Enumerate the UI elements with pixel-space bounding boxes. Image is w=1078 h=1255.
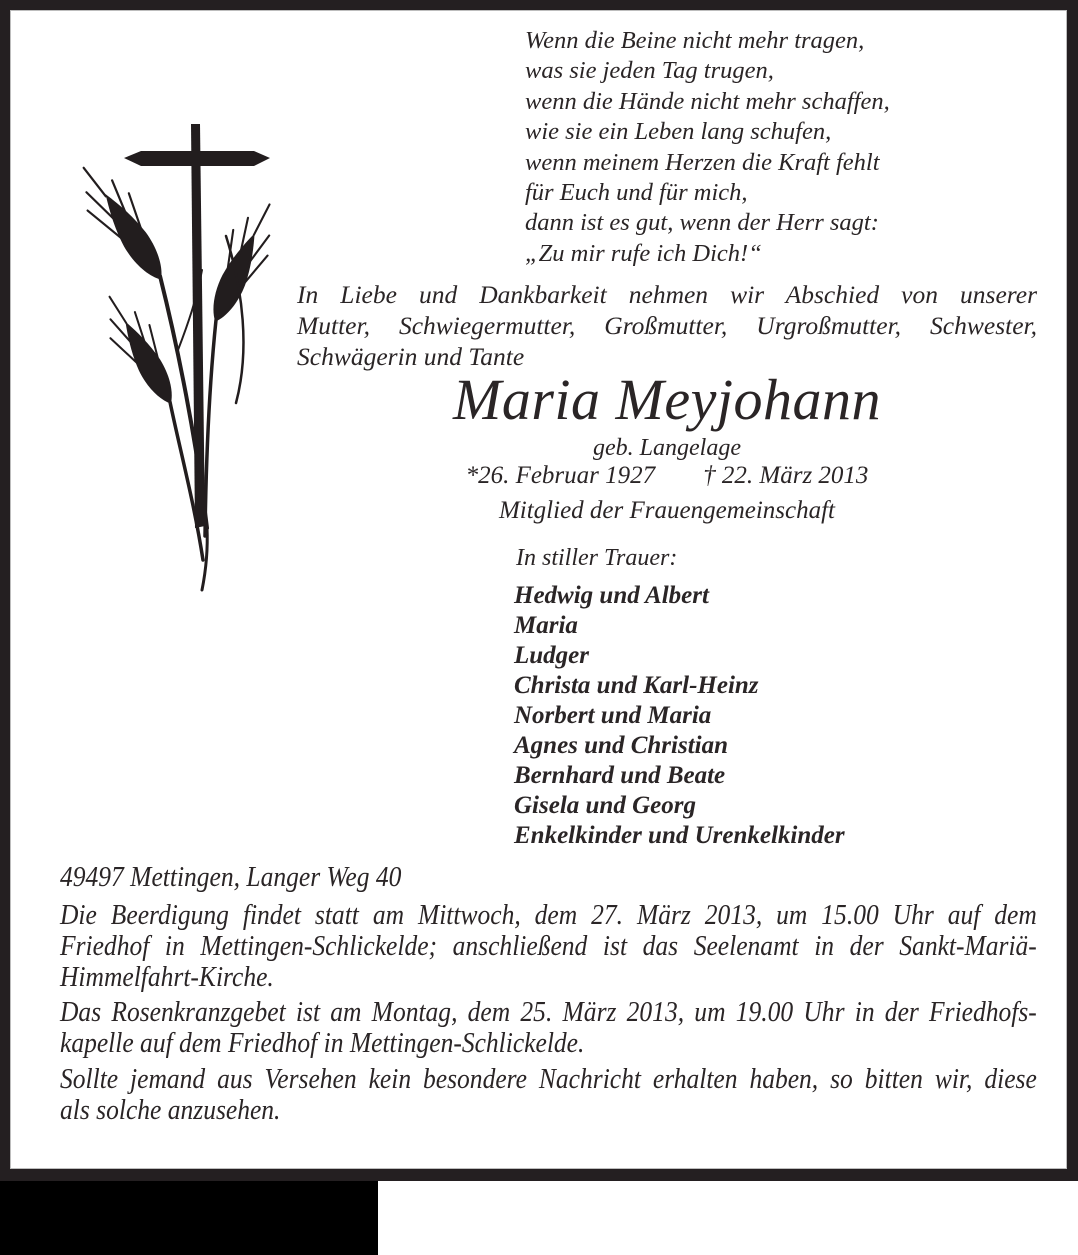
mourner-name: Hedwig und Albert	[514, 582, 709, 609]
funeral-paragraph-line: Friedhof in Mettingen-Schlickelde; anschließend ist das Seelenamt in der Sankt-Mariä-	[60, 930, 1037, 962]
notification-note-line: als solche anzusehen.	[60, 1094, 281, 1126]
mourning-label: In stiller Trauer:	[516, 545, 678, 571]
funeral-paragraph	[60, 900, 1037, 993]
funeral-paragraph-line: Himmelfahrt-Kirche.	[60, 961, 274, 993]
rosary-paragraph-line: Das Rosenkranzgebet ist am Montag, dem 25. März 2013, um 19.00 Uhr in der Friedhofs-	[60, 996, 1037, 1028]
mourners-list	[514, 581, 845, 851]
notification-note	[60, 1064, 1037, 1126]
membership-note: Mitglied der Frauengemeinschaft	[498, 497, 836, 524]
poem-line: „Zu mir rufe ich Dich!“	[525, 239, 762, 267]
poem-line: dann ist es gut, wenn der Herr sagt:	[525, 209, 879, 237]
notification-note-line: Sollte jemand aus Versehen kein besondere Nachricht erhalten haben, so bitten wir, diese	[60, 1063, 1037, 1095]
poem-line: wie sie ein Leben lang schufen,	[525, 118, 832, 146]
mourner-name: Gisela und Georg	[514, 792, 696, 819]
mourner-name: Ludger	[514, 642, 589, 669]
mourner-name: Maria	[514, 612, 578, 639]
poem-line: für Euch und für mich,	[525, 179, 748, 207]
mourner-name: Norbert und Maria	[514, 702, 712, 729]
birth-date: *26. Februar 1927	[465, 462, 656, 489]
poem-line: wenn meinem Herzen die Kraft fehlt	[525, 148, 880, 176]
address-line: 49497 Mettingen, Langer Weg 40	[60, 861, 402, 893]
farewell-intro	[297, 279, 1037, 372]
mourner-name: Christa und Karl-Heinz	[514, 672, 759, 699]
life-dates	[297, 461, 1037, 491]
intro-line: Mutter, Schwiegermutter, Großmutter, Urgroßmutter, Schwester,	[297, 311, 1037, 340]
poem-line: Wenn die Beine nicht mehr tragen,	[525, 27, 865, 54]
mourner-name: Bernhard und Beate	[514, 762, 726, 789]
mourner-name: Agnes und Christian	[514, 732, 728, 759]
funeral-paragraph-line: Die Beerdigung findet statt am Mittwoch, dem 27. März 2013, um 15.00 Uhr auf dem	[60, 899, 1037, 931]
wheat-cross-image	[56, 98, 286, 598]
intro-line: Schwägerin und Tante	[297, 342, 525, 371]
death-date: † 22. März 2013	[703, 462, 869, 489]
poem-line: wenn die Hände nicht mehr schaffen,	[525, 87, 890, 115]
poem-block	[525, 26, 890, 269]
rosary-paragraph-line: kapelle auf dem Friedhof in Mettingen-Schlickelde.	[60, 1027, 585, 1059]
rosary-paragraph	[60, 997, 1037, 1059]
maiden-name: geb. Langelage	[593, 435, 741, 461]
intro-line: In Liebe und Dankbarkeit nehmen wir Abschied von unserer	[297, 280, 1037, 309]
deceased-name: Maria Meyjohann	[453, 367, 881, 432]
redaction-block	[0, 1181, 378, 1255]
mourner-name: Enkelkinder und Urenkelkinder	[514, 822, 845, 849]
name-block	[297, 368, 1037, 432]
poem-line: was sie jeden Tag trugen,	[525, 57, 774, 85]
